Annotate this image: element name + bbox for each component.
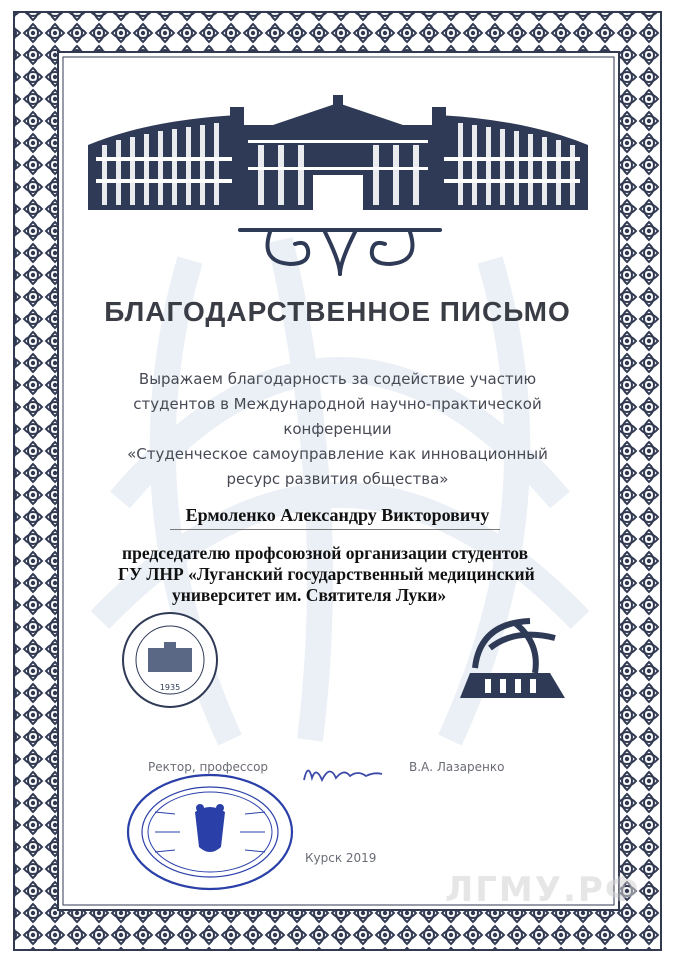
position-line: ГУ ЛНР «Луганский государственный медицинский [118, 564, 535, 584]
seal-year: 1935 [159, 683, 181, 692]
city-year: Курск 2019 [305, 851, 377, 865]
conference-logo-icon [455, 613, 570, 708]
rector-label: Ректор, профессор [148, 760, 269, 774]
university-building-icon [88, 95, 588, 215]
position-line: университет им. Святителя Луки» [172, 585, 447, 605]
site-watermark: ЛГМУ.РФ [445, 870, 641, 910]
scroll-ornament-icon [230, 222, 450, 282]
recipient-position [100, 543, 620, 606]
position-line: председателю профсоюзной организации студентов [122, 543, 529, 563]
recipient-name: Ермоленко Александру Викторовичу [185, 505, 490, 525]
official-stamp-icon [125, 772, 295, 892]
gratitude-line: студентов в Международной научно-практической [133, 395, 542, 413]
university-seal-icon [120, 610, 220, 710]
handwritten-signature [300, 758, 385, 788]
gratitude-text [60, 367, 615, 492]
gratitude-line: ресурс развития общества» [226, 470, 449, 488]
gratitude-line: «Студенческое самоуправление как инновационный [127, 445, 548, 463]
signer-name: В.А. Лазаренко [409, 760, 505, 774]
document-title: БЛАГОДАРСТВЕННОЕ ПИСЬМО [104, 296, 571, 327]
name-underline [170, 529, 500, 530]
gratitude-line: Выражаем благодарность за содействие участию [138, 370, 537, 388]
gratitude-line: конференции [283, 420, 392, 438]
